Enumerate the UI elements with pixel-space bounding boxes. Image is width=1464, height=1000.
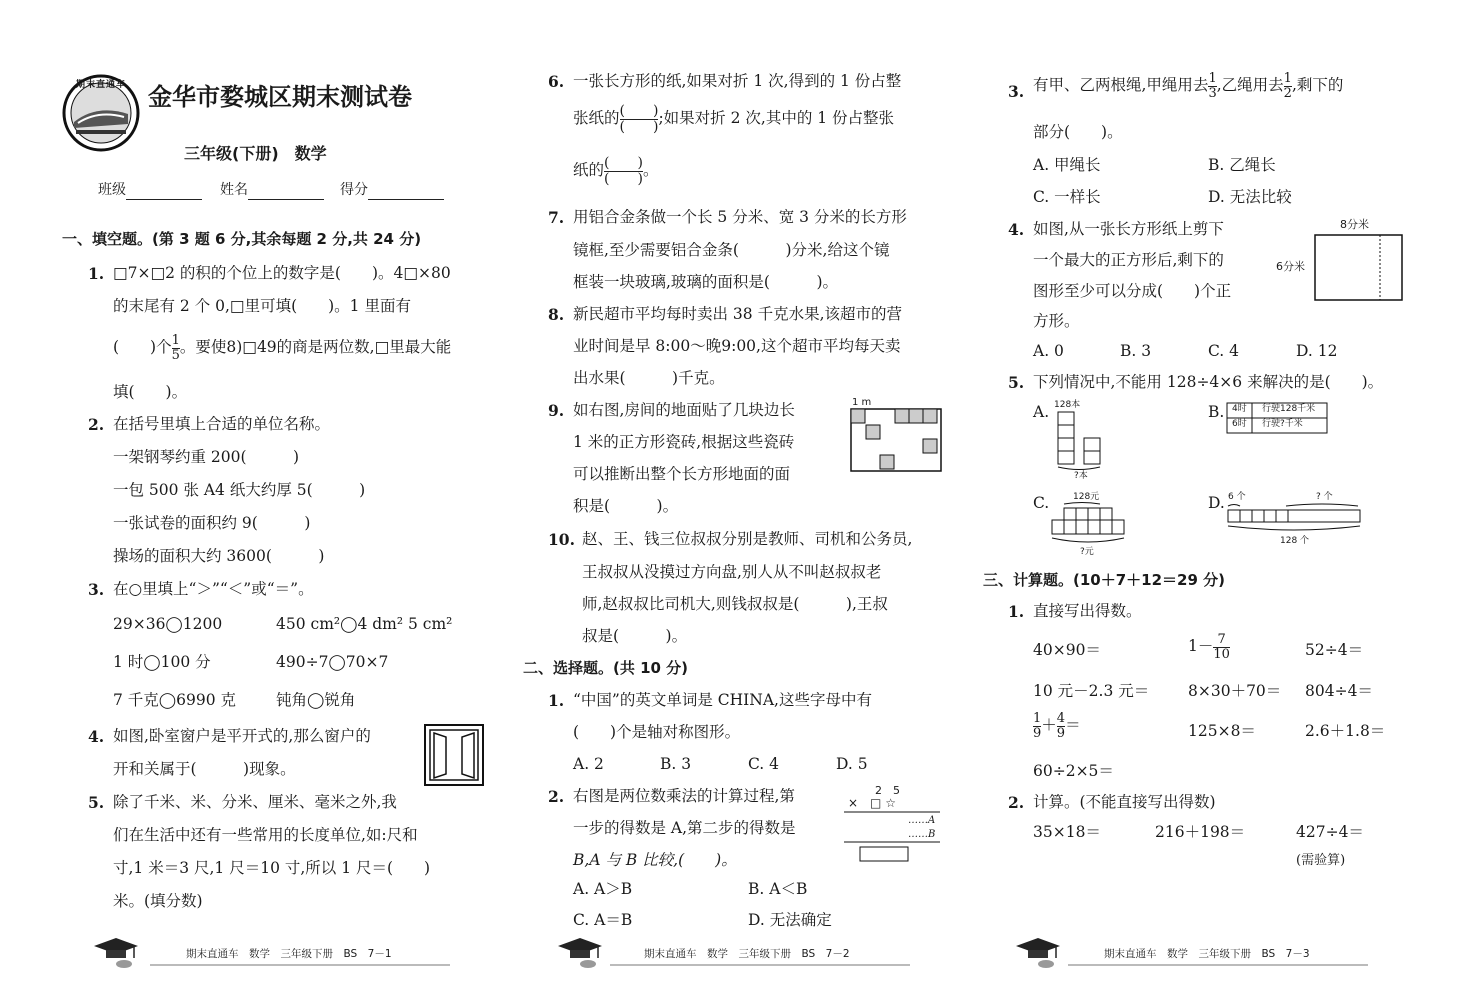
q5-line1: 除了千米、米、分米、厘米、毫米之外,我: [113, 793, 397, 811]
q8-number: 8.: [548, 305, 565, 324]
s2q4-line1: 如图,从一张长方形纸上剪下: [1033, 220, 1224, 238]
s2q1-line2: ( )个是轴对称图形。: [573, 723, 741, 741]
tile-figure-label: 1 m: [852, 397, 872, 408]
q2-item: 一架钢琴约重 200( ): [113, 448, 300, 466]
calc-item: 10 元－2.3 元＝: [1033, 682, 1150, 700]
q3-item: 490÷7◯70×7: [276, 653, 389, 671]
q6-line2a: 张纸的: [573, 109, 620, 128]
graduation-cap-icon: [1012, 936, 1064, 970]
multiply-figure-A: ……A: [908, 815, 936, 826]
q4-line1: 如图,卧室窗户是平开式的,那么窗户的: [113, 727, 371, 745]
q6-line3: [573, 156, 658, 186]
multiply-figure-top: 2 5: [875, 784, 900, 797]
calc-fraction: $\frac{1}{9}$: [1033, 711, 1042, 741]
s3q2-line1: 计算。(不能直接写出得数): [1033, 793, 1216, 811]
s2q5-number: 5.: [1008, 373, 1025, 392]
logo-badge: [62, 74, 140, 152]
calc2-item: 35×18＝: [1033, 823, 1101, 841]
field-class-blank[interactable]: [126, 185, 202, 200]
calc-fraction: $\frac{4}{9}$: [1056, 711, 1066, 741]
q6-line1: 一张长方形的纸,如果对折 1 次,得到的 1 份占整: [573, 72, 902, 90]
field-class: [98, 182, 202, 200]
q7-line3: 框装一块玻璃,玻璃的面积是( )。: [573, 273, 839, 291]
s2q4-number: 4.: [1008, 220, 1025, 239]
q6-fraction-1: ( ) ( ): [619, 103, 659, 135]
q9-line1: 如右图,房间的地面贴了几块边长: [573, 401, 795, 419]
q2-item: 一张试卷的面积约 9( ): [113, 514, 311, 532]
logo-text: 期末直通车: [76, 80, 127, 90]
s2q4-line2: 一个最大的正方形后,剩下的: [1033, 251, 1224, 269]
s2q1-number: 1.: [548, 691, 565, 710]
s2q4-option[interactable]: C. 4: [1208, 342, 1240, 360]
s2q3-option[interactable]: A. 甲绳长: [1033, 156, 1101, 174]
s2q4-option[interactable]: A. 0: [1033, 342, 1064, 360]
rect-figure-height-label: 6分米: [1276, 260, 1305, 273]
s2q1-option[interactable]: B. 3: [660, 755, 692, 773]
window-figure: [424, 724, 484, 786]
q6-line2b: ;如果对折 2 次,其中的 1 份占整张: [658, 109, 895, 128]
figD-bar: [1226, 502, 1362, 536]
footer-left-rule: [150, 964, 450, 966]
q10-line4: 叔是( )。: [582, 627, 688, 645]
calc2-item: 216＋198＝: [1155, 823, 1246, 841]
figB-r1b: 行驶128千米: [1262, 404, 1316, 414]
s2q2-option[interactable]: B. A＜B: [748, 880, 808, 898]
s2q4-line4: 方形。: [1033, 312, 1080, 330]
field-name-blank[interactable]: [248, 185, 324, 200]
q1-line3b: 。要使8)□49的商是两位数,□里最大能: [179, 338, 452, 357]
q1-line1: □7×□2 的积的个位上的数字是( )。4□×80: [113, 264, 451, 282]
q2-line1: 在括号里填上合适的单位名称。: [113, 415, 331, 433]
q6-line3b: 。: [642, 161, 659, 180]
q1-line3a: ( )个: [113, 338, 172, 357]
figA-top-label: 128本: [1054, 400, 1081, 410]
q10-number: 10.: [548, 530, 575, 549]
tile-floor-figure: [850, 408, 942, 472]
section2-heading: 二、选择题。(共 10 分): [523, 659, 689, 677]
s3q1-number: 1.: [1008, 602, 1025, 621]
figB-r2b: 行驶?千米: [1262, 419, 1303, 429]
s2q3-option[interactable]: D. 无法比较: [1208, 188, 1292, 206]
field-name-label: 姓名: [220, 182, 248, 198]
s2q3-line1c: ,剩下的: [1291, 76, 1344, 95]
q10-line3: 师,赵叔叔比司机大,则钱叔叔是( ),王叔: [582, 595, 888, 613]
s2q3-fraction-2: $\frac{1}{2}$: [1283, 71, 1292, 101]
rect-figure-width-label: 8分米: [1340, 218, 1369, 231]
q10-line1: 赵、王、钱三位叔叔分别是教师、司机和公务员,: [582, 530, 913, 548]
calc-fraction: $\frac{7}{10}$: [1213, 632, 1230, 662]
figD-b-label: ? 个: [1316, 492, 1333, 502]
footer-left: 期末直通车 数学 三年级下册 BS 7－1: [186, 948, 392, 960]
calc-item: [1188, 633, 1230, 661]
s3q1-line1: 直接写出得数。: [1033, 602, 1142, 620]
s2q5-optB[interactable]: B.: [1208, 403, 1225, 421]
s2q2-line2: 一步的得数是 A,第二步的得数是: [573, 819, 796, 837]
page-title: 金华市婺城区期末测试卷: [148, 83, 412, 111]
s3q2-number: 2.: [1008, 793, 1025, 812]
calc2-item: 427÷4＝: [1296, 823, 1364, 841]
q7-line2: 镜框,至少需要铝合金条( )分米,给这个镜: [573, 241, 890, 259]
s2q5-optD[interactable]: D.: [1208, 494, 1225, 512]
s2q1-line1: “中国”的英文单词是 CHINA,这些字母中有: [573, 691, 872, 709]
q1-fraction: $\frac{1}{5}$: [171, 333, 180, 363]
calc-item: 52÷4＝: [1305, 641, 1364, 659]
footer-middle-rule: [610, 964, 910, 966]
graduation-cap-icon: [90, 936, 142, 970]
q10-line2: 王叔叔从没摸过方向盘,别人从不叫赵叔叔老: [582, 563, 882, 581]
s2q3-option[interactable]: B. 乙绳长: [1208, 156, 1276, 174]
calc-item: 60÷2×5＝: [1033, 762, 1114, 780]
q3-item: 29×36◯1200: [113, 615, 223, 633]
s2q3-number: 3.: [1008, 82, 1025, 101]
calc-item: 125×8＝: [1188, 722, 1256, 740]
s2q5-optC[interactable]: C.: [1033, 494, 1050, 512]
q5-line2: 们在生活中还有一些常用的长度单位,如:尺和: [113, 826, 418, 844]
figC-top-label: 128元: [1073, 492, 1100, 502]
q1-line2: 的末尾有 2 个 0,□里可填( )。1 里面有: [113, 297, 411, 315]
s2q5-optA[interactable]: A.: [1033, 403, 1050, 421]
field-score-blank[interactable]: [368, 185, 444, 200]
multiply-figure-lines: [842, 810, 942, 864]
section3-heading: 三、计算题。(10＋7＋12＝29 分): [983, 571, 1225, 589]
s2q1-option[interactable]: A. 2: [573, 755, 604, 773]
q5-number: 5.: [88, 793, 105, 812]
q3-item: 450 cm²◯4 dm² 5 cm²: [276, 615, 453, 633]
s2q2-option[interactable]: D. 无法确定: [748, 911, 832, 929]
q4-number: 4.: [88, 727, 105, 746]
s2q3-line1b: ,乙绳用去: [1216, 76, 1284, 95]
q2-item: 一包 500 张 A4 纸大约厚 5( ): [113, 481, 366, 499]
s2q2-line1: 右图是两位数乘法的计算过程,第: [573, 787, 795, 805]
calc-item: 2.6＋1.8＝: [1305, 722, 1386, 740]
q5-line4: 米。(填分数): [113, 892, 203, 910]
q3-item: 1 时◯100 分: [113, 653, 211, 671]
q3-item: 钝角◯锐角: [276, 691, 356, 709]
q1-line4: 填( )。: [113, 383, 188, 401]
graduation-cap-icon: [554, 936, 606, 970]
q9-line4: 积是( )。: [573, 497, 679, 515]
calc-equals: ＝: [1065, 716, 1081, 735]
s2q1-option[interactable]: C. 4: [748, 755, 780, 773]
s2q3-option[interactable]: C. 一样长: [1033, 188, 1101, 206]
q9-line2: 1 米的正方形瓷砖,根据这些瓷砖: [573, 433, 795, 451]
figA-bottom-label: ?本: [1074, 471, 1088, 481]
s2q3-fraction-1: $\frac{1}{3}$: [1208, 71, 1217, 101]
q3-line1: 在○里填上“＞”“＜”或“＝”。: [113, 580, 314, 598]
q7-line1: 用铝合金条做一个长 5 分米、宽 3 分米的长方形: [573, 208, 907, 226]
footer-right-rule: [1068, 964, 1368, 966]
multiply-figure-mid: × □ ☆: [848, 796, 896, 810]
q2-number: 2.: [88, 415, 105, 434]
s2q2-number: 2.: [548, 787, 565, 806]
q6-line3a: 纸的: [573, 161, 605, 180]
s2q4-option[interactable]: B. 3: [1120, 342, 1152, 360]
field-score-label: 得分: [340, 182, 368, 198]
q6-fraction-2: ( ) ( ): [604, 155, 643, 187]
footer-right: 期末直通车 数学 三年级下册 BS 7－3: [1104, 948, 1310, 960]
footer-middle: 期末直通车 数学 三年级下册 BS 7－2: [644, 948, 850, 960]
figD-a-label: 6 个: [1228, 492, 1246, 502]
q1-number: 1.: [88, 264, 105, 283]
calc-item-prefix: 1－: [1188, 637, 1214, 656]
figB-r2a: 6时: [1232, 419, 1247, 429]
calc-item: 8×30＋70＝: [1188, 682, 1282, 700]
figB-r1a: 4时: [1232, 404, 1247, 414]
field-score: [340, 182, 444, 200]
q9-number: 9.: [548, 401, 565, 420]
s2q3-line2: 部分( )。: [1033, 123, 1123, 141]
q3-item: 7 千克◯6990 克: [113, 691, 237, 709]
figC-bottom-label: ?元: [1080, 547, 1094, 557]
subtitle: 三年级(下册) 数学: [184, 144, 327, 163]
q7-number: 7.: [548, 208, 565, 227]
multiply-figure-B: ……B: [908, 829, 936, 840]
q8-line3: 出水果( )千克。: [573, 369, 725, 387]
s2q1-option[interactable]: D. 5: [836, 755, 868, 773]
s2q2-option[interactable]: C. A＝B: [573, 911, 633, 929]
calc-item: [1033, 712, 1081, 740]
q4-line2: 开和关属于( )现象。: [113, 760, 296, 778]
calc-item: 804÷4＝: [1305, 682, 1373, 700]
q5-line3: 寸,1 米＝3 尺,1 尺＝10 寸,所以 1 尺＝( ): [113, 859, 431, 877]
s2q5-line1: 下列情况中,不能用 128÷4×6 来解决的是( )。: [1033, 373, 1384, 391]
section1-heading: 一、填空题。(第 3 题 6 分,其余每题 2 分,共 24 分): [62, 230, 422, 248]
q6-line2: [573, 104, 894, 134]
figD-c-label: 128 个: [1280, 536, 1310, 546]
field-name: [220, 182, 324, 200]
s2q4-line3: 图形至少可以分成( )个正: [1033, 282, 1232, 300]
q9-line3: 可以推断出整个长方形地面的面: [573, 465, 791, 483]
q2-item: 操场的面积大约 3600( ): [113, 547, 325, 565]
calc-plus: ＋: [1041, 716, 1057, 735]
figA-bars: [1054, 410, 1106, 472]
s2q3-line1: [1033, 72, 1343, 100]
s2q3-line1a: 有甲、乙两根绳,甲绳用去: [1033, 76, 1209, 95]
calc-item: 40×90＝: [1033, 641, 1101, 659]
s2q4-option[interactable]: D. 12: [1296, 342, 1338, 360]
q1-line3: [113, 334, 451, 362]
q6-number: 6.: [548, 72, 565, 91]
q3-number: 3.: [88, 580, 105, 599]
q8-line2: 业时间是早 8:00～晚9:00,这个超市平均每天卖: [573, 337, 901, 355]
field-class-label: 班级: [98, 182, 126, 198]
figC-grid: [1050, 500, 1128, 548]
s2q2-line3: B,A 与 B 比较,( )。: [573, 851, 737, 869]
q8-line1: 新民超市平均每时卖出 38 千克水果,该超市的营: [573, 305, 903, 323]
s2q2-option[interactable]: A. A＞B: [573, 880, 633, 898]
rect-figure: [1314, 234, 1404, 302]
check-note: (需验算): [1296, 853, 1346, 868]
